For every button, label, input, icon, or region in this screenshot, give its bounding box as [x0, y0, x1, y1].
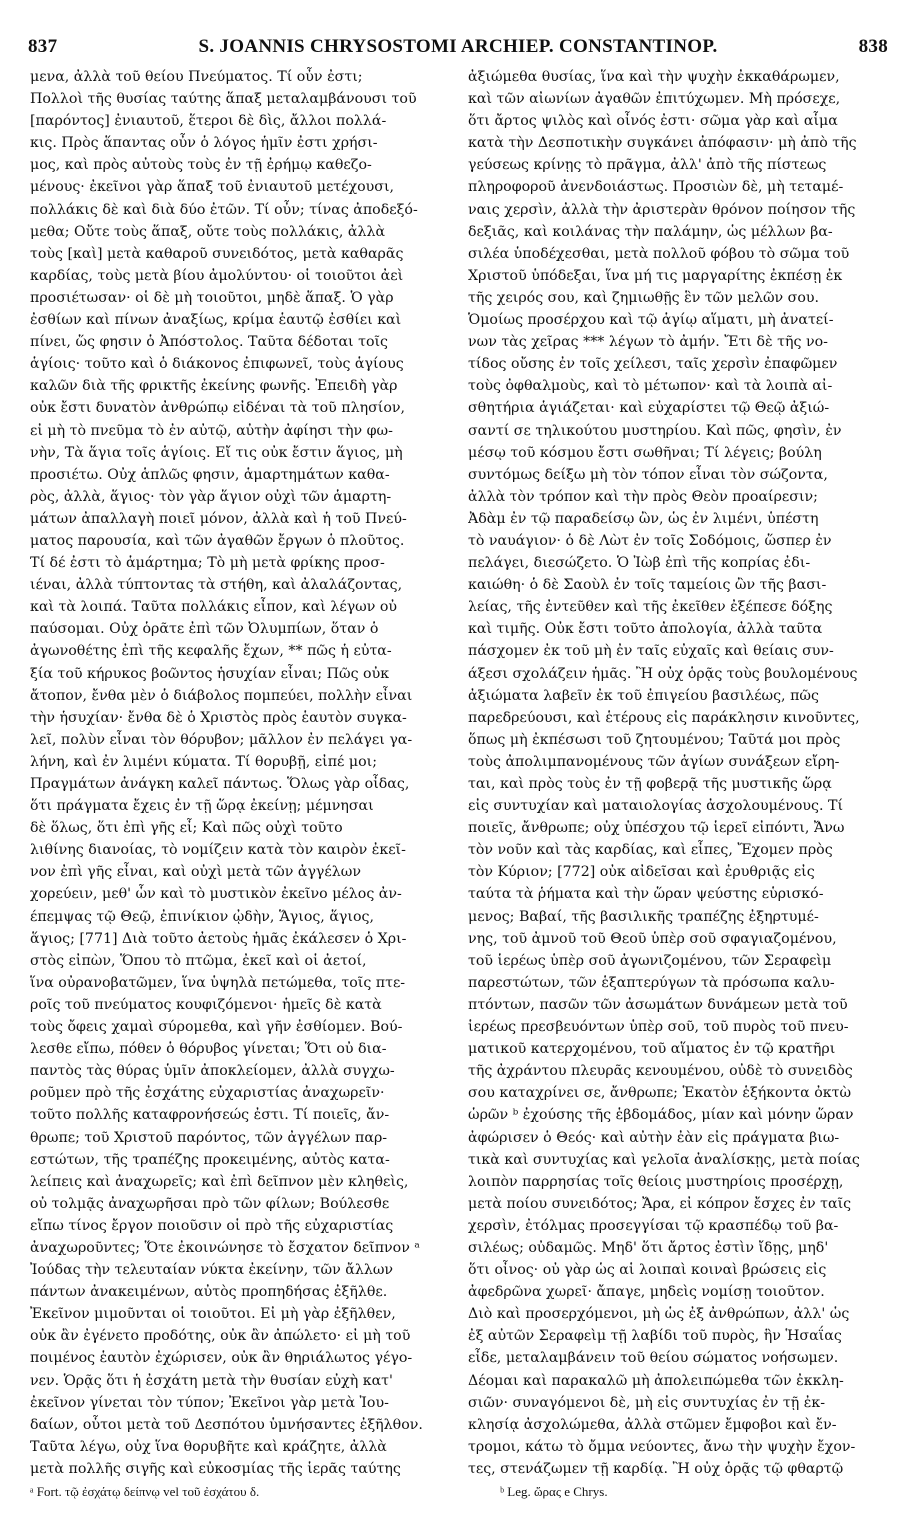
text-line: ρὸς, ἀλλὰ, ἅγιος· τὸν γὰρ ἅγιον οὐχὶ τῶν ἁμαρτη- [30, 488, 392, 505]
text-line: κατὰ τὴν Δεσποτικὴν συγκάνει ἀπόφασιν· μὴ ἀπὸ τῆς [468, 135, 857, 152]
text-line: ποιμένος ἑαυτὸν ἐχώρισεν, οὐκ ἂν θηριάλωτος γέγο- [30, 1350, 413, 1367]
text-line: ἅγιος; [771] Διὰ τοῦτο ἀετοὺς ἡμᾶς ἐκάλεσεν ὁ Χρι- [30, 930, 407, 947]
text-line: ποιεῖς, ἄνθρωπε; οὐχ ὑπέσχου τῷ ἱερεῖ εἰπόντι, Ἄνω [468, 820, 845, 837]
text-line: ἀξιώμεθα θυσίας, ἵνα καὶ τὴν ψυχὴν ἐκκαθάρωμεν, [468, 69, 840, 85]
text-line: [παρόντος] ἐνιαυτοῦ, ἕτεροι δὲ δὶς, ἄλλοι πολλά- [30, 113, 387, 130]
text-line: παύσομαι. Οὐχ ὁρᾶτε ἐπὶ τῶν Ὀλυμπίων, ὅταν ὁ [30, 621, 379, 638]
text-line: τὸν νοῦν καὶ τὰς καρδίας, καὶ εἶπες, Ἔχομεν πρὸς [468, 842, 833, 859]
text-line: λείπεις καὶ ἀναχωρεῖς; καὶ ἐπὶ δεῖπνον μὲν κληθεὶς, [30, 1173, 409, 1190]
text-line: πελάγει, διεσώζετο. Ὁ Ἰὼβ ἐπὶ τῆς κοπρίας ἐδι- [468, 555, 811, 572]
text-line: Πολλοὶ τῆς θυσίας ταύτης ἅπαξ μεταλαμβάνουσι τοῦ [30, 91, 417, 108]
running-title: S. JOANNIS CHRYSOSTOMI ARCHIEP. CONSTANTINOP. [198, 36, 718, 57]
text-line: ἄτοπον, ἔνθα μὲν ὁ διάβολος πομπεύει, πολλὴν εἶναι [30, 687, 413, 704]
text-line: λιθίνης διανοίας, τὸ νομίζειν κατὰ τὸν καιρὸν ἐκεῖ- [30, 842, 406, 859]
text-line: σιῶν· συναγόμενοι δὲ, μὴ εἰς συντυχίας ἐν τῇ ἐκ- [468, 1394, 826, 1411]
right-text-column [468, 66, 888, 1480]
text-line: τὴν ἡσυχίαν· ἔνθα δὲ ὁ Χριστὸς πρὸς ἑαυτὸν συγκα- [30, 709, 407, 726]
text-line: οὐκ ἂν ἐγένετο προδότης, οὐκ ἂν ἀπώλετο· εἰ μὴ τοῦ [30, 1328, 411, 1345]
text-line: Ἰούδας τὴν τελευταίαν νύκτα ἐκείνην, τῶν ἄλλων [30, 1262, 394, 1279]
text-line: νον ἐπὶ γῆς εἶναι, καὶ οὐχὶ μετὰ τῶν ἀγγέλων [30, 864, 361, 881]
text-line: χορεύειν, μεθ' ὧν καὶ τὸ μυστικὸν ἐκεῖνο μέλος ἀν- [30, 886, 402, 903]
text-line: πληροφοροῦ ἀνενδοιάστως. Προσιὼν δὲ, μὴ τεταμέ- [468, 179, 844, 196]
text-line: τὸ ναυάγιον· ὁ δὲ Λὼτ ἐν τοῖς Σοδόμοις, ὥσπερ ἐν [468, 532, 832, 549]
text-line: ἱερέως πρεσβευόντων ὑπὲρ σοῦ, τοῦ πυρὸς τοῦ πνευ- [468, 1019, 849, 1036]
text-line: πτόντων, πασῶν τῶν ἀσωμάτων δυνάμεων μετὰ τοῦ [468, 996, 848, 1013]
text-line: Ταῦτα λέγω, οὐχ ἵνα θορυβῆτε καὶ κράζητε, ἀλλὰ [30, 1438, 387, 1455]
text-line: δεξιᾶς, καὶ κοιλάνας τὴν παλάμην, ὡς μέλλων βα- [468, 223, 833, 240]
text-line: ταύτα τὰ ῥήματα καὶ τὴν ὥραν ψεύστης εὑρισκό- [468, 886, 824, 903]
text-line: ιέναι, ἀλλὰ τύπτοντας τὰ στήθη, καὶ ἀλαλάζοντας, [30, 577, 403, 594]
text-line: ἐξ αὐτῶν Σεραφεὶμ τῇ λαβίδι τοῦ πυρὸς, ἣν Ἡσαΐας [468, 1328, 842, 1345]
text-line: δαίων, οὗτοι μετὰ τοῦ Δεσπότου ὑμνήσαντες ἐξῆλθον. [30, 1416, 423, 1433]
text-line: ὅπως μὴ ἐκπέσωσι τοῦ ζητουμένου; Ταῦτά μοι πρὸς [468, 731, 841, 748]
text-line: ὅτι οἶνος· οὐ γὰρ ὡς αἱ λοιπαὶ κοιναὶ βρώσεις εἰς [468, 1262, 827, 1279]
text-line: νων τὰς χεῖρας *** λέγων τὸ ἀμήν. Ἔτι δὲ τῆς νο- [468, 334, 828, 351]
text-line: τοῦτο πολλῆς καταφρονήσεώς ἐστι. Τί ποιεῖς, ἄν- [30, 1107, 390, 1124]
text-line: ὅτι ἄρτος ψιλὸς καὶ οἶνός ἐστι· σῶμα γὰρ καὶ αἷμα [468, 113, 838, 130]
text-line: Ἀδὰμ ἐν τῷ παραδείσῳ ὢν, ὡς ἐν λιμένι, ὑπέστη [468, 510, 819, 527]
text-line: ἐσθίων καὶ πίνων ἀναξίως, κρίμα ἑαυτῷ ἐσθίει καὶ [30, 312, 402, 329]
footnote-b: ᵇ Leg. ὥρας e Chrys. [500, 1484, 608, 1499]
page-number-right: 838 [858, 36, 888, 57]
text-line: ὡρῶν ᵇ ἐχούσης τῆς ἑβδομάδος, μίαν καὶ μόνην ὥραν [468, 1107, 854, 1124]
text-line: ἀλλὰ τὸν τρόπον καὶ τὴν πρὸς Θεὸν προαίρεσιν; [468, 488, 818, 505]
text-line: τῆς χειρός σου, καὶ ζημιωθῇς ἓν τῶν μελῶν σου. [468, 289, 820, 306]
text-line: τῆς ἀχράντου πλευρᾶς κενουμένου, οὐδὲ τὸ συνειδὸς [468, 1063, 853, 1080]
text-line: ἀξιώματα λαβεῖν ἐκ τοῦ ἐπιγείου βασιλέως, πῶς [468, 687, 819, 704]
text-line: καιώθη· ὁ δὲ Σαοὺλ ἐν τοῖς ταμείοις ὢν τῆς βασι- [468, 577, 827, 594]
text-line: μος, καὶ πρὸς αὐτοὺς τοὺς ἐν τῇ ἐρήμῳ καθεζο- [30, 157, 372, 174]
text-line: μενα, ἀλλὰ τοῦ θείου Πνεύματος. Τί οὖν ἐστι; [30, 69, 363, 85]
text-line: τοὺς ὀφθαλμοὺς, καὶ τὸ μέτωπον· καὶ τὰ λοιπὰ αἰ- [468, 378, 833, 395]
text-line: τες, στενάζωμεν τῇ καρδίᾳ. Ἢ οὐχ ὁρᾷς τῷ φθαρτῷ [468, 1460, 844, 1477]
text-line: νης, τοῦ ἀμνοῦ τοῦ Θεοῦ ὑπὲρ σοῦ σφαγιαζομένου, [468, 930, 837, 947]
text-line: τρομοι, κάτω τὸ ὄμμα νεύοντες, ἄνω τὴν ψυχὴν ἔχον- [468, 1438, 856, 1455]
text-line: πάσχομεν ἐκ τοῦ μὴ ἐν ταῖς εὐχαῖς καὶ θείαις συν- [468, 643, 834, 660]
text-line: καὶ τῶν αἰωνίων ἀγαθῶν ἐπιτύχωμεν. Μὴ πρόσεχε, [468, 91, 841, 108]
footnote-a: ᵃ Fort. τῷ ἐσχάτῳ δείπνῳ vel τοῦ ἐσχάτου δ. [30, 1484, 260, 1499]
text-line: σου καταχρίνει σε, ἄνθρωπε; Ἑκατὸν ἑξήκοντα ὀκτὼ [468, 1085, 852, 1102]
text-line: σαντί σε τηλικούτου μυστηρίου. Καὶ πῶς, φησὶν, ἐν [468, 422, 842, 439]
text-line: μετὰ πολλῆς σιγῆς καὶ εὐκοσμίας τῆς ἱερᾶς ταύτης [30, 1460, 401, 1477]
text-line: ἐκεῖνον γίνεται τὸν τύπον; Ἐκεῖνοι γὰρ μετὰ Ἰου- [30, 1394, 389, 1411]
text-line: ροῦμεν πρὸ τῆς ἐσχάτης εὐχαριστίας ἀναχωρεῖν· [30, 1085, 385, 1102]
text-line: μέσῳ τοῦ κόσμου ἔστι σωθῆναι; Τί λέγεις; βούλη [468, 444, 822, 461]
text-line: πίνει, ὥς φησιν ὁ Ἀπόστολος. Ταῦτα δέδοται τοῖς [30, 334, 389, 351]
text-line: εστώτων, τῆς τραπέζης προκειμένης, αὐτὸς κατα- [30, 1151, 390, 1168]
text-line: λεῖ, πολὺν εἶναι τὸν θόρυβον; μᾶλλον ἐν πελάγει γα- [30, 731, 413, 748]
text-line: καλῶν διὰ τῆς φρικτῆς ἐκείνης φωνῆς. Ἐπειδὴ γὰρ [30, 378, 398, 395]
text-line: ξία τοῦ κήρυκος βοῶντος ἡσυχίαν εἶναι; Πῶς οὐκ [30, 665, 390, 682]
running-header [28, 36, 888, 58]
text-line: λοιπὸν παρρησίας τοῖς θείοις μυστηρίοις προσέρχῃ, [468, 1173, 844, 1190]
text-line: κις. Πρὸς ἅπαντας οὖν ὁ λόγος ἡμῖν ἐστι χρήσι- [30, 135, 378, 152]
text-line: ἀφώρισεν ὁ Θεός· καὶ αὐτὴν ἐὰν εἰς πράγματα βιω- [468, 1129, 840, 1146]
text-line: εἰς συντυχίαν καὶ ματαιολογίας ἀσχολουμένους. Τί [468, 798, 844, 815]
text-line: μεθα; Οὔτε τοὺς ἅπαξ, οὔτε τοὺς πολλάκις, ἀλλὰ [30, 223, 386, 240]
text-line: Δέομαι καὶ παρακαλῶ μὴ ἀπολειπώμεθα τῶν ἐκκλη- [468, 1372, 844, 1389]
text-line: προσιέτωσαν· οἱ δὲ μὴ τοιοῦτοι, μηδὲ ἅπαξ. Ὁ γὰρ [30, 289, 394, 306]
text-line: σιλέα ὑποδέχεσθαι, μετὰ πολλοῦ φόβου τὸ σῶμα τοῦ [468, 245, 850, 262]
text-line: παρεστώτων, τῶν ἑξαπτερύγων τὰ πρόσωπα καλυ- [468, 974, 835, 991]
text-line: Χριστοῦ ὑπόδεξαι, ἵνα μή τις μαργαρίτης ἐκπέσῃ ἐκ [468, 267, 843, 284]
text-line: θρωπε; τοῦ Χριστοῦ παρόντος, τῶν ἀγγέλων παρ- [30, 1129, 388, 1146]
text-line: λήνη, καὶ ἐν λιμένι κύματα. Τί θορυβῇ, εἰπέ μοι; [30, 753, 377, 770]
text-line: λεσθε εἴπω, πόθεν ὁ θόρυβος γίνεται; Ὅτι οὐ δια- [30, 1041, 387, 1058]
text-line: ροῖς τοῦ πνεύματος κουφιζόμενοι· ἡμεῖς δὲ κατὰ [30, 996, 382, 1013]
text-line: ὅτι πράγματα ἔχεις ἐν τῇ ὥρᾳ ἐκείνῃ; μέμνησαι [30, 798, 374, 815]
text-line: πολλάκις δὲ καὶ διὰ δύο ἐτῶν. Τί οὖν; τίνας ἀποδεξό- [30, 201, 418, 218]
text-line: έπεμψας τῷ Θεῷ, ἐπινίκιον ᾠδὴν, Ἅγιος, ἅγιος, [30, 908, 374, 925]
text-line: μετὰ ποίου συνειδότος; Ἄρα, εἰ κόπρον ἔσχες ἐν ταῖς [468, 1195, 852, 1212]
text-line: ναις χερσὶν, ἀλλὰ τὴν ἀριστερὰν θρόνον ποίησον τῆς [468, 201, 856, 218]
text-line: καρδίας, τοὺς μετὰ βίου ἀμολύντου· οἱ τοιοῦτοι ἀεὶ [30, 267, 404, 284]
text-line: ματος παρουσία, καὶ τῶν ἀγαθῶν ἔργων ὁ πλοῦτος. [30, 532, 405, 549]
text-line: μένους· ἐκεῖνοι γὰρ ἅπαξ τοῦ ἐνιαυτοῦ μετέχουσι, [30, 179, 395, 196]
text-line: σιλέως; οὐδαμῶς. Μηδ' ὅτι ἄρτος ἐστὶν ἴδῃς, μηδ' [468, 1239, 829, 1256]
text-line: τικὰ καὶ συντυχίας καὶ γελοῖα ἀναλίσκῃς, μετὰ ποίας [468, 1151, 860, 1168]
text-line: τὸν Κύριον; [772] οὐκ αἰδεῖσαι καὶ ἐρυθριᾷς εἰς [468, 864, 815, 881]
text-line: τίδος οὔσης ἐν τοῖς χείλεσι, ταῖς χερσὶν ἐπαφῶμεν [468, 356, 838, 373]
text-line: στὸς εἰπὼν, Ὅπου τὸ πτῶμα, ἐκεῖ καὶ οἱ ἀετοί, [30, 952, 367, 969]
left-text-column [30, 66, 450, 1480]
text-line: οὐ τολμᾷς ἀναχωρῆσαι πρὸ τῶν φίλων; Βούλεσθε [30, 1195, 390, 1212]
text-line: τοὺς [καὶ] μετὰ καθαροῦ συνειδότος, μετὰ καθαρᾶς [30, 245, 404, 262]
text-line: καὶ τιμῆς. Οὐκ ἔστι τοῦτο ἀπολογία, ἀλλὰ ταῦτα [468, 621, 823, 638]
text-line: ἀγωνοθέτης ἐπὶ τῆς κεφαλῆς ἔχων, ** πῶς ἡ εὐτα- [30, 643, 392, 660]
text-line: χερσὶν, ἐτόλμας προσεγγίσαι τῷ κρασπέδῳ τοῦ βα- [468, 1217, 839, 1234]
text-line: λείας, τῆς ἐντεῦθεν καὶ τῆς ἐκεῖθεν ἐξέπεσε δόξης [468, 599, 833, 616]
text-line: Πραγμάτων ἀνάγκη καλεῖ πάντως. Ὅλως γὰρ οἶδας, [30, 776, 410, 792]
text-line: τοὺς ἀπολιμπανομένους τῶν ἁγίων συνάξεων εἴρη- [468, 753, 840, 770]
text-line: σθητήρια ἁγιάζεται· καὶ εὐχαρίστει τῷ Θεῷ ἀξιώ- [468, 400, 830, 417]
page-number-left: 837 [28, 36, 58, 57]
text-line: πάντων ἀνακειμένων, αὐτὸς προπηδήσας ἐξῆλθε. [30, 1284, 388, 1301]
text-line: εἰ μὴ τὸ πνεῦμα τὸ ἐν αὐτῷ, αὐτὴν ἀφίησι τὴν φω- [30, 422, 393, 439]
text-line: κλησίᾳ ἀσχολώμεθα, ἀλλὰ στῶμεν ἔμφοβοι καὶ ἔν- [468, 1416, 837, 1433]
text-line: τοὺς ὄφεις χαμαὶ σύρομεθα, καὶ γῆν ἐσθίομεν. Βού- [30, 1019, 403, 1036]
text-line: μενος; Βαβαί, τῆς βασιλικῆς τραπέζης ἐξηρτυμέ- [468, 908, 819, 925]
text-line: παρεδρεύουσι, καὶ ἑτέρους εἰς παράκλησιν κινοῦντες, [468, 709, 860, 726]
text-line: συντόμως δείξω μὴ τὸν τόπον εἶναι τὸν σώζοντα, [468, 466, 828, 483]
text-line: γεύσεως κρίνῃς τὸ πρᾶγμα, ἀλλ' ἀπὸ τῆς πίστεως [468, 157, 827, 174]
text-line: νεν. Ὁρᾷς ὅτι ἡ ἐσχάτη μετὰ τὴν θυσίαν εὐχὴ κατ' [30, 1372, 393, 1389]
text-line: προσιέτω. Οὐχ ἁπλῶς φησιν, ἁμαρτημάτων καθα- [30, 466, 390, 483]
text-line: παντὸς τὰς θύρας ὑμῖν ἀποκλείομεν, ἀλλὰ συγχω- [30, 1063, 395, 1080]
text-line: νὴν, Τὰ ἅγια τοῖς ἁγίοις. Εἴ τις οὐκ ἔστιν ἅγιος, μὴ [30, 444, 403, 461]
text-line: εἶδε, μεταλαμβάνειν τοῦ θείου σώματος νοήσωμεν. [468, 1350, 839, 1367]
text-line: Ὁμοίως προσέρχου καὶ τῷ ἁγίῳ αἵματι, μὴ ἀνατεί- [468, 312, 834, 329]
text-line: τοῦ ἱερέως ὑπὲρ σοῦ ἀγωνιζομένου, τῶν Σεραφεὶμ [468, 952, 832, 969]
text-line: οὐκ ἔστι δυνατὸν ἀνθρώπῳ εἰδέναι τὰ τοῦ πλησίον, [30, 400, 406, 417]
text-line: ἵνα οὐρανοβατῶμεν, ἵνα ὑψηλὰ πετώμεθα, τοῖς πτε- [30, 974, 406, 991]
text-line: καὶ τὰ λοιπά. Ταῦτα πολλάκις εἶπον, καὶ λέγων οὐ [30, 599, 398, 616]
text-line: δὲ ὅλως, ὅτι ἐπὶ γῆς εἶ; Καὶ πῶς οὐχὶ τοῦτο [30, 820, 343, 837]
text-line: ματικοῦ κατερχομένου, τοῦ αἵματος ἐν τῷ κρατῆρι [468, 1041, 836, 1058]
text-line: ἀφεδρῶνα χωρεῖ· ἄπαγε, μηδεὶς νομίσῃ τοιοῦτον. [468, 1284, 825, 1301]
text-line: άξεσι σχολάζειν ἡμᾶς. Ἢ οὐχ ὁρᾷς τοὺς βουλομένους [468, 665, 858, 682]
text-line: Διὸ καὶ προσερχόμενοι, μὴ ὡς ἐξ ἀνθρώπων, ἀλλ' ὡς [468, 1306, 850, 1323]
text-line: Τί δέ ἐστι τὸ ἁμάρτημα; Τὸ μὴ μετὰ φρίκης προσ- [30, 555, 385, 572]
text-line: ται, καὶ πρὸς τοὺς ἐν τῇ φοβερᾷ τῆς μυστικῆς ὥρᾳ [468, 776, 832, 792]
text-line: ἀναχωροῦντες; Ὅτε ἐκοινώνησε τὸ ἔσχατον δεῖπνον ᵃ [30, 1239, 420, 1256]
text-line: εἴπω τίνος ἔργον ποιοῦσιν οἱ πρὸ τῆς εὐχαριστίας [30, 1217, 394, 1234]
text-line: μάτων ἀπαλλαγὴ ποιεῖ μόνον, ἀλλὰ καὶ ἡ τοῦ Πνεύ- [30, 510, 407, 527]
text-line: Ἐκεῖνον μιμοῦνται οἱ τοιοῦτοι. Εἰ μὴ γὰρ ἐξῆλθεν, [30, 1306, 396, 1323]
text-line: ἁγίοις· τοῦτο καὶ ὁ διάκονος ἐπιφωνεῖ, τοὺς ἁγίους [30, 356, 404, 373]
